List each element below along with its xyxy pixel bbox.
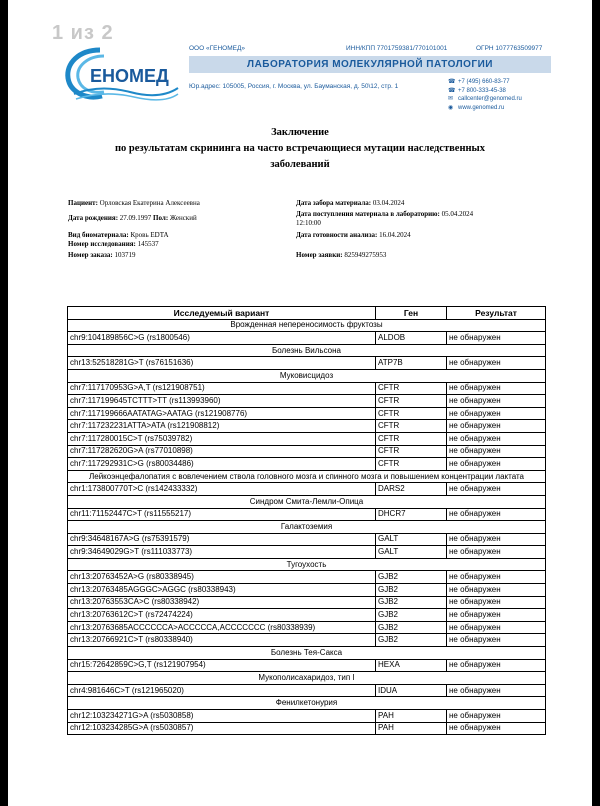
disease-group: Синдром Смита-Лемли-Опица bbox=[68, 495, 546, 508]
table-row bbox=[68, 710, 546, 723]
study-number: Номер исследования: 145537 bbox=[68, 240, 159, 248]
variant-cell: chr7:117292931C>G (rs80034486) bbox=[68, 458, 376, 471]
result-cell: не обнаружен bbox=[447, 722, 546, 735]
variant-cell: chr13:20763553CA>C (rs80338942) bbox=[68, 596, 376, 609]
table-group-row bbox=[68, 672, 546, 685]
org-ogrn: ОГРН 1077763509977 bbox=[476, 45, 543, 52]
gene-cell: ALDOB bbox=[376, 332, 447, 345]
variant-cell: chr9:34648167A>G (rs75391579) bbox=[68, 533, 376, 546]
phone-icon: ☎ bbox=[448, 87, 456, 94]
table-row bbox=[68, 357, 546, 370]
gene-cell: CFTR bbox=[376, 407, 447, 420]
variant-cell: chr15:72642859C>G,T (rs121907954) bbox=[68, 659, 376, 672]
variant-cell: chr12:103234285G>A (rs5030857) bbox=[68, 722, 376, 735]
gene-cell: GJB2 bbox=[376, 621, 447, 634]
gene-cell: GJB2 bbox=[376, 596, 447, 609]
variant-cell: chr12:103234271G>A (rs5030858) bbox=[68, 710, 376, 723]
variant-cell: chr4:981646C>T (rs121965020) bbox=[68, 684, 376, 697]
disease-group: Врожденная непереносимость фруктозы bbox=[68, 319, 546, 332]
table-row bbox=[68, 584, 546, 597]
variant-cell: chr9:104189856C>G (rs1800546) bbox=[68, 332, 376, 345]
logo-text: ЕНОМЕД bbox=[90, 66, 169, 86]
result-cell: не обнаружен bbox=[447, 584, 546, 597]
table-row bbox=[68, 420, 546, 433]
variant-cell: chr7:117280015C>T (rs75039782) bbox=[68, 432, 376, 445]
table-row bbox=[68, 407, 546, 420]
phone-1: +7 (495) 660-83-77 bbox=[458, 79, 510, 85]
result-cell: не обнаружен bbox=[447, 407, 546, 420]
table-group-row bbox=[68, 470, 546, 483]
table-group-row bbox=[68, 558, 546, 571]
table-row bbox=[68, 596, 546, 609]
table-row bbox=[68, 659, 546, 672]
variant-cell: chr7:117232231ATTA>ATA (rs121908812) bbox=[68, 420, 376, 433]
gene-cell: PAH bbox=[376, 722, 447, 735]
disease-group: Мукополисахаридоз, тип I bbox=[68, 672, 546, 685]
gene-cell: HEXA bbox=[376, 659, 447, 672]
gene-cell: CFTR bbox=[376, 420, 447, 433]
contacts-block bbox=[448, 78, 522, 112]
org-address: Юр.адрес: 105005, Россия, г. Москва, ул. Бауманская, д. 50\12, стр. 1 bbox=[189, 83, 399, 90]
org-inn: ИНН/КПП 7701759381/770101001 bbox=[346, 45, 448, 52]
variant-cell: chr1:173800770T>C (rs142433332) bbox=[68, 483, 376, 496]
biomaterial: Вид биоматериала: Кровь EDTA bbox=[68, 231, 169, 239]
gene-cell: CFTR bbox=[376, 382, 447, 395]
table-row bbox=[68, 382, 546, 395]
gene-cell: DARS2 bbox=[376, 483, 447, 496]
variant-cell: chr13:20763685ACCCCCCA>ACCCCCA,ACCCCCCC (rs80338939) bbox=[68, 621, 376, 634]
doc-subtitle-2: заболеваний bbox=[270, 159, 330, 170]
email: callcenter@genomed.ru bbox=[458, 96, 522, 103]
globe-icon: ◉ bbox=[448, 104, 454, 111]
gene-cell: GJB2 bbox=[376, 634, 447, 647]
result-cell: не обнаружен bbox=[447, 684, 546, 697]
table-group-row bbox=[68, 319, 546, 332]
received-date: Дата поступления материала в лабораторию: 05.04.2024 bbox=[296, 210, 474, 218]
result-cell: не обнаружен bbox=[447, 332, 546, 345]
result-cell: не обнаружен bbox=[447, 382, 546, 395]
table-row bbox=[68, 571, 546, 584]
variant-cell: chr11:71152447C>T (rs11555217) bbox=[68, 508, 376, 521]
doc-subtitle-1: по результатам скрининга на часто встречающиеся мутации наследственных bbox=[114, 143, 486, 154]
gene-cell: ATP7B bbox=[376, 357, 447, 370]
gene-cell: GALT bbox=[376, 546, 447, 559]
variant-cell: chr7:117170953G>A,T (rs121908751) bbox=[68, 382, 376, 395]
header-variant: Исследуемый вариант bbox=[68, 307, 376, 320]
variant-cell: chr13:20763485AGGGC>AGGC (rs80338943) bbox=[68, 584, 376, 597]
variant-cell: chr13:20763452A>G (rs80338945) bbox=[68, 571, 376, 584]
disease-group: Тугоухость bbox=[68, 558, 546, 571]
table-row bbox=[68, 546, 546, 559]
table-row bbox=[68, 483, 546, 496]
variant-cell: chr7:117199645TCTTT>TT (rs113993960) bbox=[68, 395, 376, 408]
table-row bbox=[68, 332, 546, 345]
lab-banner: ЛАБОРАТОРИЯ МОЛЕКУЛЯРНОЙ ПАТОЛОГИИ bbox=[189, 56, 551, 73]
result-cell: не обнаружен bbox=[447, 634, 546, 647]
disease-group: Галактоземия bbox=[68, 521, 546, 534]
result-cell: не обнаружен bbox=[447, 458, 546, 471]
table-row bbox=[68, 621, 546, 634]
result-cell: не обнаружен bbox=[447, 596, 546, 609]
application-number: Номер заявки: 825949275953 bbox=[296, 251, 387, 259]
table-row bbox=[68, 508, 546, 521]
gene-cell: GJB2 bbox=[376, 584, 447, 597]
table-group-row bbox=[68, 344, 546, 357]
table-row bbox=[68, 722, 546, 735]
table-group-row bbox=[68, 521, 546, 534]
gene-cell: DHCR7 bbox=[376, 508, 447, 521]
table-group-row bbox=[68, 369, 546, 382]
org-name: ООО «ГЕНОМЕД» bbox=[189, 45, 245, 52]
result-cell: не обнаружен bbox=[447, 710, 546, 723]
gene-cell: CFTR bbox=[376, 458, 447, 471]
gene-cell: CFTR bbox=[376, 445, 447, 458]
variant-cell: chr13:20763612C>T (rs72474224) bbox=[68, 609, 376, 622]
table-row bbox=[68, 609, 546, 622]
table-row bbox=[68, 395, 546, 408]
disease-group: Болезнь Тея-Сакса bbox=[68, 647, 546, 660]
variant-cell: chr9:34649029G>T (rs111033773) bbox=[68, 546, 376, 559]
gene-cell: CFTR bbox=[376, 395, 447, 408]
result-cell: не обнаружен bbox=[447, 395, 546, 408]
email-icon: ✉ bbox=[448, 96, 454, 103]
gene-cell: CFTR bbox=[376, 432, 447, 445]
header-result: Результат bbox=[447, 307, 546, 320]
gene-cell: GJB2 bbox=[376, 609, 447, 622]
table-header-row bbox=[68, 307, 546, 320]
disease-group: Болезнь Вильсона bbox=[68, 344, 546, 357]
table-group-row bbox=[68, 697, 546, 710]
header-gene: Ген bbox=[376, 307, 447, 320]
disease-group: Муковисцидоз bbox=[68, 369, 546, 382]
result-cell: не обнаружен bbox=[447, 445, 546, 458]
result-cell: не обнаружен bbox=[447, 432, 546, 445]
collect-date: Дата забора материала: 03.04.2024 bbox=[296, 199, 405, 207]
result-cell: не обнаружен bbox=[447, 357, 546, 370]
variant-cell: chr13:52518281G>T (rs76151636) bbox=[68, 357, 376, 370]
result-cell: не обнаружен bbox=[447, 483, 546, 496]
result-cell: не обнаружен bbox=[447, 609, 546, 622]
patient-dob: Дата рождения: 27.09.1997 Пол: Женский bbox=[68, 214, 197, 222]
variant-cell: chr13:20766921C>T (rs80338940) bbox=[68, 634, 376, 647]
document-page bbox=[8, 0, 592, 806]
result-cell: не обнаружен bbox=[447, 508, 546, 521]
table-group-row bbox=[68, 495, 546, 508]
order-number: Номер заказа: 103719 bbox=[68, 251, 136, 259]
disease-group: Фенилкетонурия bbox=[68, 697, 546, 710]
result-cell: не обнаружен bbox=[447, 659, 546, 672]
phone-2: +7 800-333-45-38 bbox=[458, 87, 506, 94]
table-row bbox=[68, 458, 546, 471]
doc-title: Заключение bbox=[271, 127, 329, 138]
result-cell: не обнаружен bbox=[447, 533, 546, 546]
disease-group: Лейкоэнцефалопатия с вовлечением ствола головного мозга и спинного мозга и повышением концентрации лактата bbox=[68, 470, 546, 483]
table-row bbox=[68, 634, 546, 647]
phone-icon: ☎ bbox=[448, 79, 456, 85]
variant-cell: chr7:117199666AATATAG>AATAG (rs121908776) bbox=[68, 407, 376, 420]
result-cell: не обнаружен bbox=[447, 546, 546, 559]
website: www.genomed.ru bbox=[458, 104, 505, 111]
results-table bbox=[67, 306, 546, 735]
page-counter: 1 из 2 bbox=[52, 22, 114, 44]
gene-cell: IDUA bbox=[376, 684, 447, 697]
table-row bbox=[68, 684, 546, 697]
table-group-row bbox=[68, 647, 546, 660]
result-cell: не обнаружен bbox=[447, 621, 546, 634]
variant-cell: chr7:117282620G>A (rs77010898) bbox=[68, 445, 376, 458]
genomed-logo bbox=[60, 44, 180, 104]
patient-name: Пациент: Орловская Екатерина Алексеевна bbox=[68, 199, 200, 207]
gene-cell: GALT bbox=[376, 533, 447, 546]
result-cell: не обнаружен bbox=[447, 420, 546, 433]
result-cell: не обнаружен bbox=[447, 571, 546, 584]
table-row bbox=[68, 432, 546, 445]
received-time: 12:10:00 bbox=[296, 219, 321, 227]
table-row bbox=[68, 445, 546, 458]
table-row bbox=[68, 533, 546, 546]
gene-cell: PAH bbox=[376, 710, 447, 723]
gene-cell: GJB2 bbox=[376, 571, 447, 584]
ready-date: Дата готовности анализа: 16.04.2024 bbox=[296, 231, 411, 239]
